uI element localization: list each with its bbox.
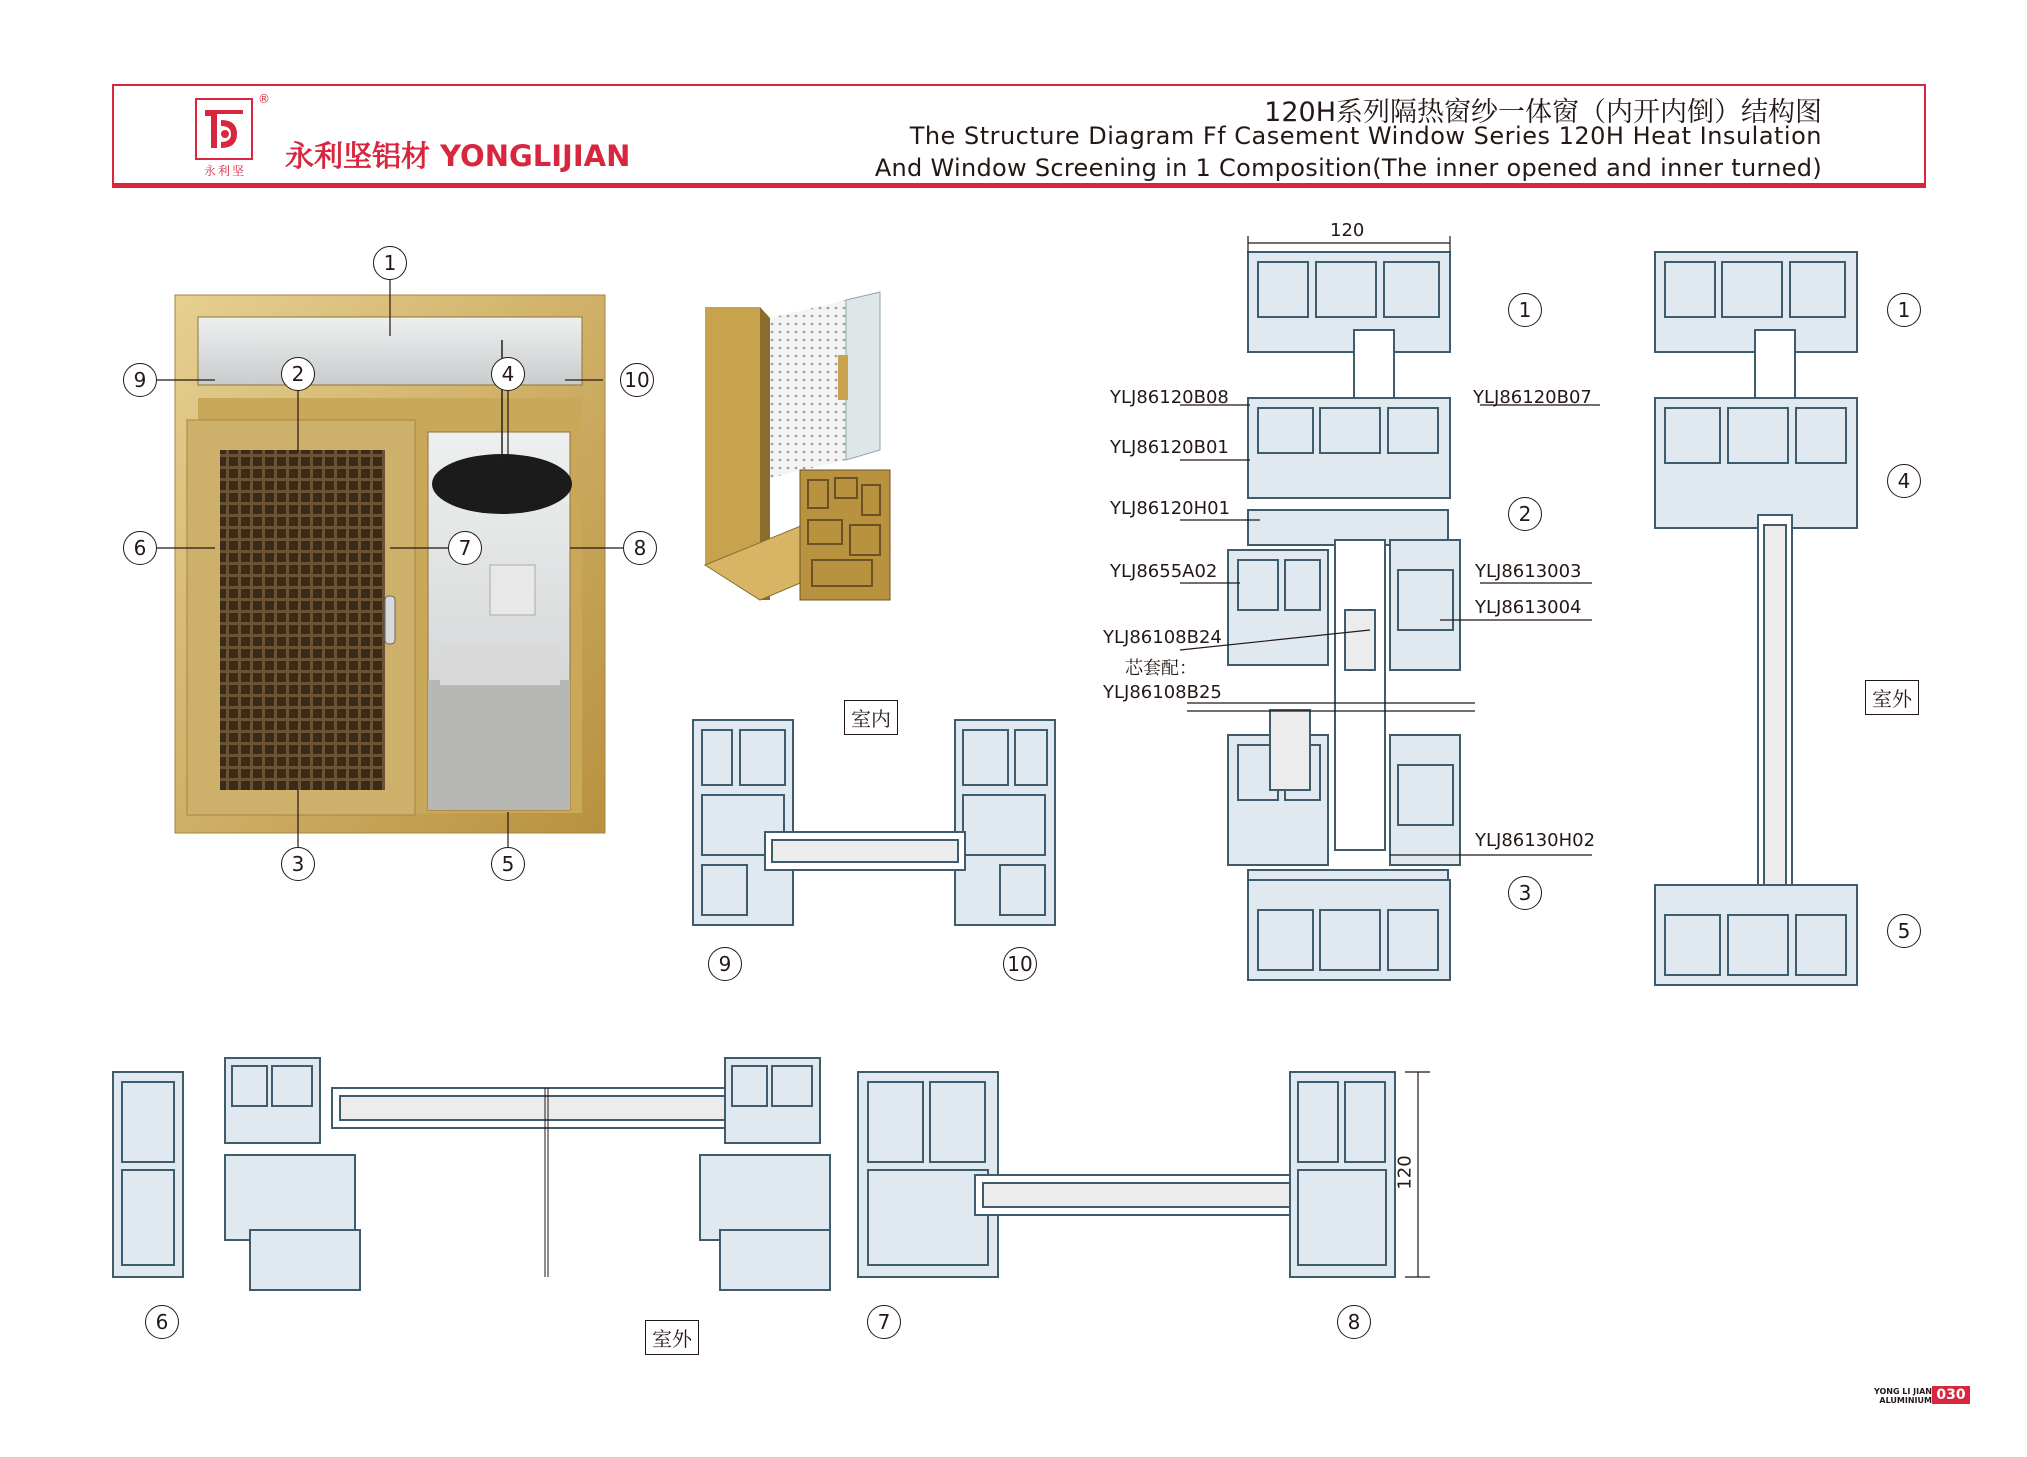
- bottom-callout-7: 7: [867, 1305, 901, 1339]
- right-callout-4: 4: [1887, 464, 1921, 498]
- mid-callout-9: 9: [708, 947, 742, 981]
- photo-callout-4: 4: [491, 357, 525, 391]
- top-dimension: 120: [1330, 220, 1365, 241]
- title-english-line2: And Window Screening in 1 Composition(The inner opened and inner turned): [874, 154, 1822, 182]
- photo-callout-6: 6: [123, 531, 157, 565]
- bottom-callout-6: 6: [145, 1305, 179, 1339]
- photo-callout-8: 8: [623, 531, 657, 565]
- logo-subtitle: 永利坚: [203, 164, 246, 178]
- core-note: 芯套配：: [1125, 658, 1197, 679]
- photo-callout-3: 3: [281, 847, 315, 881]
- title-english-line1: The Structure Diagram Ff Casement Window Series 120H Heat Insulation: [909, 122, 1822, 150]
- photo-callout-2: 2: [281, 357, 315, 391]
- outdoor-label-bottom: 室外: [645, 1320, 699, 1355]
- registered-mark: ®: [258, 92, 270, 106]
- brand-name: 永利坚铝材 YONGLIJIAN: [285, 139, 631, 173]
- mid-callout-10: 10: [1003, 947, 1037, 981]
- footer-brand: [1874, 1387, 1932, 1405]
- bottom-callout-8: 8: [1337, 1305, 1371, 1339]
- right-callout-5: 5: [1887, 914, 1921, 948]
- part-label-a02: YLJ8655A02: [1110, 561, 1218, 582]
- profile-3d-render: [705, 292, 890, 600]
- footer-brand-line2: ALUMINIUM: [1879, 1396, 1932, 1405]
- photo-callout-7: 7: [448, 531, 482, 565]
- top-callout-2: 2: [1508, 497, 1542, 531]
- part-label-b07: YLJ86120B07: [1473, 387, 1592, 408]
- top-callout-1: 1: [1508, 293, 1542, 327]
- part-label-h01: YLJ86120H01: [1110, 498, 1231, 519]
- footer-brand-line1: YONG LI JIAN: [1873, 1387, 1932, 1396]
- photo-callout-10: 10: [620, 363, 654, 397]
- bottom-dimension: 120: [1394, 1155, 1416, 1190]
- outdoor-label-right: 室外: [1865, 680, 1919, 715]
- title-chinese: 120H系列隔热窗纱一体窗（内开内倒）结构图: [1264, 97, 1822, 128]
- photo-callout-1: 1: [373, 246, 407, 280]
- page-number: 030: [1932, 1386, 1970, 1404]
- part-label-b25: YLJ86108B25: [1103, 682, 1222, 703]
- photo-callout-5: 5: [491, 847, 525, 881]
- top-callout-3: 3: [1508, 876, 1542, 910]
- part-label-13003: YLJ8613003: [1475, 561, 1582, 582]
- part-label-b24: YLJ86108B24: [1103, 627, 1222, 648]
- part-label-h02: YLJ86130H02: [1475, 830, 1596, 851]
- photo-callout-9: 9: [123, 363, 157, 397]
- part-label-b08: YLJ86120B08: [1110, 387, 1229, 408]
- window-photo: [175, 295, 605, 833]
- part-label-13004: YLJ8613004: [1475, 597, 1582, 618]
- right-callout-1: 1: [1887, 293, 1921, 327]
- part-label-b01: YLJ86120B01: [1110, 437, 1229, 458]
- indoor-label: 室内: [844, 700, 898, 735]
